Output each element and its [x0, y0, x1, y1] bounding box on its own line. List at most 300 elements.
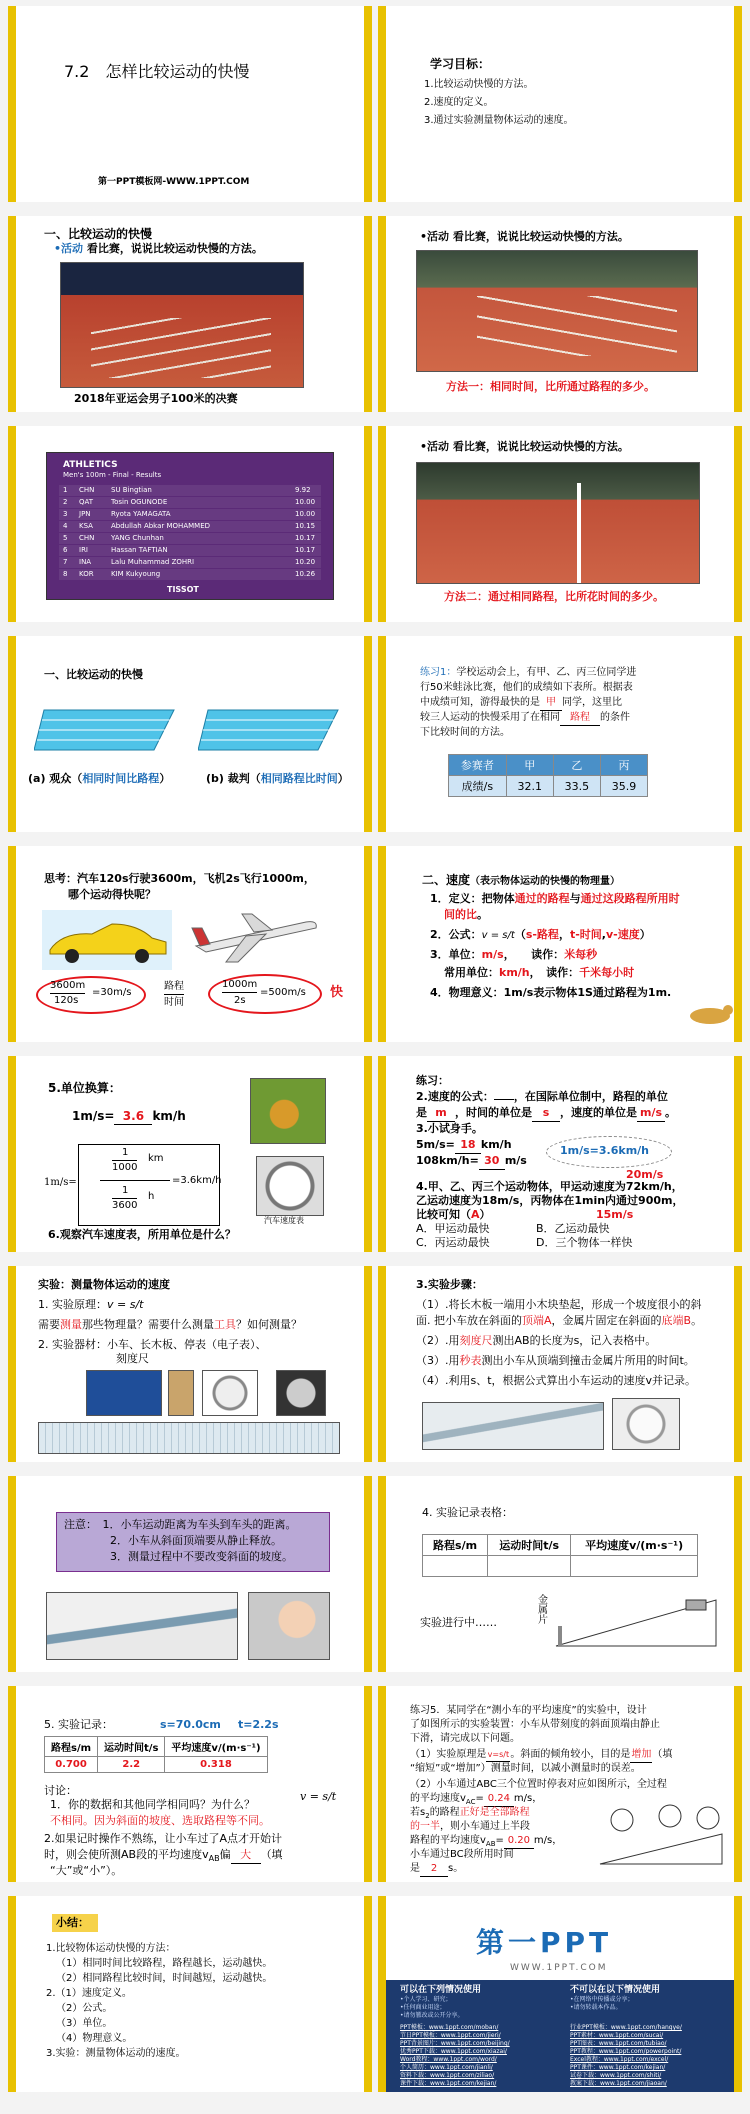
t: 时，则会使所测AB段的平均速度v [44, 1848, 209, 1861]
snail-photo [250, 1078, 326, 1144]
results-cell-nat: JPN [79, 510, 91, 518]
incline-photo [46, 1592, 238, 1660]
results-cell-rank: 6 [63, 546, 68, 554]
answer-blank: 2 [420, 1862, 448, 1877]
subscript: 2 [425, 1812, 430, 1820]
frac-top2: 1000 [112, 1162, 138, 1173]
slide-3-race [8, 216, 372, 412]
exercise-text: 的条件 [600, 712, 630, 723]
results-cell-rank: 2 [63, 498, 68, 506]
practice-line [416, 1090, 668, 1105]
formula: v = s/t [300, 1790, 337, 1803]
t: , [601, 928, 606, 941]
credits-link[interactable]: 优秀PPT下载：www.1ppt.com/xiazai/ [400, 2048, 507, 2055]
t: 底端B [661, 1314, 692, 1327]
credits-link[interactable]: PPT模板：www.1ppt.com/moban/ [400, 2024, 499, 2031]
frac-bot1: 1 [122, 1185, 129, 1196]
credits-link[interactable]: 资料下载：www.1ppt.com/ziliao/ [400, 2072, 495, 2079]
table-cell: 0.318 [165, 1757, 267, 1773]
slide-11-conversion [8, 1056, 372, 1252]
slide-2-goals [378, 6, 742, 202]
practice-line: 乙运动速度为18m/s，丙物体在1min内通过900m， [416, 1194, 684, 1207]
ex-line [410, 1820, 530, 1834]
caption-b-text: 相同路程比时间 [260, 772, 338, 785]
slide-9-think [8, 846, 372, 1042]
race-photo [60, 262, 304, 388]
results-row [59, 497, 321, 508]
toy-car-photo [86, 1370, 162, 1416]
section-heading: 一、比较运动的快慢 [44, 227, 153, 241]
board-sponsor: TISSOT [167, 585, 199, 594]
method-line [444, 590, 664, 605]
t: 。 [477, 908, 488, 921]
slide-16-table [378, 1476, 742, 1672]
frac-top1: 1 [122, 1147, 129, 1158]
method-text: 相同时间，比所通过路程的多少。 [490, 380, 655, 393]
frac-h: h [148, 1191, 155, 1202]
t: 5m/s= [416, 1138, 455, 1151]
answer-blank: m/s [637, 1106, 665, 1122]
slide-7-pools [8, 636, 372, 832]
slide-13-experiment [8, 1266, 372, 1462]
t: 通过这段路程所用时 [580, 892, 680, 905]
summary-item: 2.（1）速度定义。 [46, 1988, 132, 1999]
results-cell-name: Lalu Muhammad ZOHRI [111, 558, 195, 566]
t: = [495, 1835, 504, 1846]
t: 的平均速度v [410, 1793, 466, 1804]
slide-10-speed [378, 846, 742, 1042]
t: ） [479, 1208, 491, 1221]
table-header: 平均速度v/(m·s⁻¹) [165, 1737, 267, 1757]
method-label: 方法一： [446, 380, 490, 393]
results-cell-name: Tosin OGUNODE [111, 498, 168, 506]
question-6: 6.观察汽车速度表，所用单位是什么？ [48, 1228, 236, 1241]
main-fraction-bar [100, 1180, 170, 1181]
unit-line [444, 966, 634, 981]
results-board [46, 452, 334, 600]
credits-link[interactable]: 试卷下载：www.1ppt.com/shiti/ [570, 2072, 662, 2079]
slide-1-title [8, 6, 372, 202]
subscript: AB [485, 1840, 496, 1848]
activity-text: 看比赛，说说比较运动快慢的方法。 [86, 242, 263, 255]
t: 千米每小时 [579, 966, 635, 979]
option: B．乙运动最快 [536, 1222, 610, 1235]
car-result: =30m/s [92, 987, 132, 998]
exercise-text: 中成绩可知，游得最快的是 [420, 697, 540, 708]
board-brand: ATHLETICS [63, 460, 118, 470]
discuss-q2: 2.如果记时操作不熟练，让小车过了A点才开始计 [44, 1832, 283, 1845]
ex-line: （2）小车通过ABC三个位置时停表对应如图所示，全过程 [410, 1779, 667, 1790]
answer-blank: 30 [479, 1154, 505, 1170]
credits-link[interactable]: PPT教程：www.1ppt.com/powerpoint/ [570, 2048, 682, 2055]
conv-heading: 5.单位换算： [48, 1081, 121, 1095]
speedometer-photo [256, 1156, 324, 1216]
summary-item: 3.实验：测量物体运动的速度。 [46, 2048, 186, 2059]
t: （3）.用 [416, 1354, 460, 1367]
t: ，金属片固定在斜面的 [551, 1314, 662, 1327]
answer-blank: 0.24 [484, 1792, 514, 1807]
t: 路程的平均速度v [410, 1835, 486, 1846]
credits-link[interactable]: PPT背景图片：www.1ppt.com/beijing/ [400, 2040, 510, 2047]
t: ， 读作： [529, 966, 580, 979]
t: 1. 实验原理： [38, 1298, 107, 1311]
t: 通过的路程 [514, 892, 570, 905]
answer-note: 15m/s [596, 1208, 634, 1221]
summary-item: （1）相同时间比较路程，路程越长，运动越快。 [56, 1958, 273, 1969]
ex-line [410, 1748, 672, 1763]
car-image [42, 910, 172, 970]
credits-left-head: 可以在下列情况使用 [400, 1985, 482, 1995]
results-cell-time: 10.20 [295, 558, 316, 566]
meaning-line: 4．物理意义：1m/s表示物体1S通过路程为1m. [430, 986, 672, 999]
credits-left-sub: •个人学习、研究； [400, 1996, 452, 2003]
cheetah-image [686, 996, 736, 1032]
slide-8-exercise1 [378, 636, 742, 832]
practice-line [416, 1138, 512, 1154]
record-table [422, 1534, 698, 1577]
practice-line [416, 1208, 491, 1223]
question-line [38, 1318, 302, 1333]
slide-17-record [8, 1686, 372, 1882]
t: 面. 把小车放在斜面的 [416, 1314, 522, 1327]
incline-photo [422, 1402, 604, 1450]
photo-caption: 2018年亚运会男子100米的决赛 [74, 392, 238, 405]
t: 工具 [214, 1318, 236, 1331]
t: 那些物理量？需要什么测量 [82, 1318, 214, 1331]
summary-item: （3）单位。 [56, 2018, 113, 2029]
results-cell-rank: 3 [63, 510, 68, 518]
frac-lead: 1m/s= [44, 1177, 77, 1188]
slide-14-steps [378, 1266, 742, 1462]
exercise-line: 行50米蛙泳比赛，他们的成绩如下表所。根据表 [420, 682, 633, 693]
equipment-line: 2. 实验器材：小车、长木板、停表（电子表）、 [38, 1338, 267, 1351]
slide-6-method2 [378, 426, 742, 622]
t: 常用单位： [444, 966, 499, 979]
t: km/h [480, 1138, 512, 1151]
mid-top: 路程 [164, 980, 184, 995]
table-header: 参赛者 [449, 755, 507, 776]
results-cell-nat: CHN [79, 486, 95, 494]
t: 米每秒 [564, 948, 598, 961]
t: ，则小车通过上半段 [440, 1821, 530, 1832]
slide-12-practice [378, 1056, 742, 1252]
slide-4-method1 [378, 216, 742, 412]
answer-blank: 0.20 [504, 1834, 534, 1849]
option: C．丙运动最快 [416, 1236, 490, 1249]
t: 。 [665, 1106, 676, 1119]
results-cell-time: 10.15 [295, 522, 316, 530]
hands-photo [248, 1592, 330, 1660]
results-cell-rank: 8 [63, 570, 68, 578]
think-line: 思考：汽车120s行驶3600m，飞机2s飞行1000m， [44, 872, 315, 885]
summary-item: （2）相同路程比较时间，时间越短，运动越快。 [56, 1973, 273, 1984]
heading-note: （表示物体运动的快慢的物理量） [470, 876, 621, 887]
t: ， [558, 928, 570, 941]
credits-left-sub: •请勿篡改或公开分享。 [400, 2012, 464, 2019]
results-cell-time: 10.17 [295, 546, 316, 554]
results-cell-nat: CHN [79, 534, 95, 542]
results-cell-nat: IRI [79, 546, 88, 554]
practice-line [416, 1106, 676, 1122]
t: t-时间 [569, 928, 602, 941]
option: D．三个物体一样快 [536, 1236, 633, 1249]
formula: v = s/t [107, 1298, 144, 1311]
credits-link[interactable]: PPT图表：www.1ppt.com/tubiao/ [570, 2040, 667, 2047]
t: 秒表 [459, 1354, 482, 1367]
think-line: 哪个运动得快呢？ [68, 888, 156, 901]
answer-blank: 大 [231, 1848, 261, 1864]
record-heading: 5. 实验记录： [44, 1718, 113, 1731]
answer-blank: v=s/t [486, 1750, 510, 1762]
t: 偏 [219, 1848, 231, 1861]
metal-label: 金属片 [535, 1594, 547, 1624]
car-fraction-den: 120s [54, 995, 79, 1006]
table-cell: 成绩/s [449, 776, 507, 797]
note-line: 2．小车从斜面顶端要从静止释放。 [110, 1534, 282, 1547]
summary-heading: 小结： [56, 1916, 89, 1929]
practice-line: 4.甲、乙、丙三个运动物体，甲运动速度为72km/h， [416, 1180, 683, 1193]
answer-note: 20m/s [626, 1168, 664, 1181]
table-header: 乙 [553, 755, 600, 776]
discuss-a1: 不相同。因为斜面的坡度、选取路程等不同。 [50, 1814, 270, 1827]
pool-illustration-a [34, 700, 184, 760]
t: ？如何测量？ [236, 1318, 302, 1331]
step-line [416, 1354, 695, 1369]
slide-19-summary [8, 1896, 372, 2092]
credits-right-head: 不可以在以下情况使用 [570, 1985, 661, 1995]
answer-blank: 3.6 [114, 1108, 152, 1125]
t: 2.速度的公式： [416, 1090, 494, 1103]
t: ， 读作： [503, 948, 565, 961]
t: 1．定义：把物体 [430, 892, 515, 905]
table-cell: 33.5 [553, 776, 600, 797]
principle-line [38, 1298, 143, 1313]
t: 顶端A [522, 1314, 552, 1327]
s-value: s=70.0cm [160, 1718, 221, 1731]
ex-line [410, 1862, 463, 1877]
slide-20-credits [378, 1896, 742, 2092]
t: ，时间的单位是 [455, 1106, 532, 1119]
conv-line [72, 1108, 186, 1125]
results-cell-nat: KOR [79, 570, 94, 578]
t: 2．公式： [430, 928, 482, 941]
answer-blank: s [532, 1106, 560, 1122]
t: 与 [569, 892, 581, 905]
credits-left-sub: •任何商业用途； [400, 2004, 446, 2011]
plane-image [186, 906, 326, 970]
ex-line: 小车通过BC段所用时间 [410, 1849, 514, 1860]
table-cell: 32.1 [506, 776, 553, 797]
t: ） [639, 928, 651, 941]
t: 刻度尺 [459, 1334, 493, 1347]
discuss-label: 讨论： [44, 1784, 77, 1797]
frac-bot2: 3600 [112, 1200, 138, 1211]
t: km/h [499, 966, 530, 979]
table-header: 运动时间t/s [98, 1737, 165, 1757]
unit-line [430, 948, 597, 963]
subscript: AB [208, 1854, 220, 1864]
practice-line: 3.小试身手。 [416, 1122, 483, 1135]
step-line: （4）.利用s、t，根据公式算出小车运动的速度v并记录。 [416, 1374, 697, 1387]
credits-link[interactable]: 教案下载：www.1ppt.com/jiaoan/ [570, 2080, 667, 2087]
answer-blank: 甲 [540, 696, 562, 711]
progress-caption: 实验进行中…… [420, 1616, 497, 1629]
t: s-路程 [525, 928, 559, 941]
results-row [59, 557, 321, 568]
results-cell-rank: 4 [63, 522, 68, 530]
timer-photo [276, 1370, 326, 1416]
answer: A [471, 1208, 480, 1221]
bubble-text: 1m/s=3.6km/h [560, 1144, 650, 1157]
table-header: 运动时间t/s [488, 1535, 571, 1556]
results-row [59, 521, 321, 532]
t: m/s， [513, 1793, 543, 1804]
ruler-photo [38, 1422, 340, 1454]
activity-line [54, 242, 263, 257]
t: = [475, 1793, 484, 1804]
activity-tag: •活动 [54, 242, 84, 255]
def-line-cont [444, 908, 488, 923]
t: 1m/s= [72, 1109, 115, 1123]
caption-close: ） [337, 772, 349, 785]
formula: v = s/t [481, 930, 515, 941]
table-header: 平均速度v/(m·s⁻¹) [571, 1535, 698, 1556]
activity-line: •活动 看比赛，说说比较运动快慢的方法。 [420, 440, 629, 453]
t: 测量 [60, 1318, 82, 1331]
t: m/s [481, 948, 504, 961]
t: 正好是全部路程 [459, 1807, 530, 1818]
credits-link[interactable]: PPT课件：www.1ppt.com/kejian/ [570, 2064, 666, 2071]
results-cell-nat: KSA [79, 522, 93, 530]
t: （ [514, 928, 526, 941]
practice-line [416, 1154, 527, 1170]
incline-diagram [546, 1586, 726, 1652]
step-line: （1）.将长木板一端用小木块垫起，形成一个坡度很小的斜 [416, 1298, 702, 1311]
exercise-text: 学校运动会上，有甲、乙、丙三位同学进 [456, 667, 637, 678]
t: 的一半 [410, 1821, 440, 1832]
summary-item: （4）物理意义。 [56, 2033, 133, 2044]
caption-a-label: (a) 观众（ [28, 772, 83, 785]
table-heading: 4. 实验记录表格： [422, 1506, 513, 1519]
results-cell-name: Ryota YAMAGATA [111, 510, 171, 518]
pool-illustration-b [198, 700, 348, 760]
slide-15-notes [8, 1476, 372, 1672]
formula-line [430, 928, 651, 943]
credits-right-sub: •请勿转载本作品。 [570, 2004, 622, 2011]
t: 。斜面的倾角较小，目的是 [510, 1749, 631, 1760]
t: m/s [504, 1154, 527, 1167]
speed-heading [422, 872, 620, 889]
steps-heading: 3.实验步骤： [416, 1278, 483, 1291]
method-line [446, 380, 655, 395]
table-header: 路程s/m [423, 1535, 488, 1556]
t: （1）实验原理是 [410, 1749, 487, 1760]
credits-link[interactable]: 课件下载：www.1ppt.com/kejian/ [400, 2080, 497, 2087]
discuss-q1: 1．你的数据和其他同学相同吗？为什么？ [50, 1798, 255, 1811]
goal-item: 2.速度的定义。 [424, 97, 494, 108]
def-line [430, 892, 680, 907]
exercise-line [420, 696, 622, 711]
t: ，速度的单位是 [560, 1106, 637, 1119]
credits-link[interactable]: PPT素材：www.1ppt.com/sucai/ [570, 2032, 664, 2039]
table-cell: 2.2 [98, 1757, 165, 1773]
stopwatch-photo [202, 1370, 258, 1416]
plane-fraction-den: 2s [234, 995, 246, 1006]
credits-link[interactable]: Excel教程：www.1ppt.com/excel/ [570, 2056, 669, 2063]
results-cell-time: 10.00 [295, 510, 316, 518]
t: （填 [652, 1749, 673, 1760]
plane-result: =500m/s [260, 987, 306, 998]
results-cell-time: 10.26 [295, 570, 316, 578]
record-table [44, 1736, 268, 1773]
t: v-速度 [605, 928, 640, 941]
t: 的路程 [429, 1807, 460, 1818]
results-row [59, 509, 321, 520]
credits-link[interactable]: 行业PPT模板：www.1ppt.com/hangye/ [570, 2024, 682, 2031]
subscript: AC [465, 1798, 476, 1806]
goal-item: 3.通过实验测量物体运动的速度。 [424, 115, 574, 126]
credits-right-sub: •在网络中传播或分享； [570, 1996, 634, 2003]
note-line: 注意： 1．小车运动距离为车头到车头的距离。 [64, 1518, 297, 1531]
exercise-line [420, 666, 636, 680]
results-cell-time: 10.00 [295, 498, 316, 506]
stopwatch-diagram [596, 1804, 726, 1870]
t: km/h [152, 1109, 186, 1123]
caption-close: ） [159, 772, 171, 785]
credits-link[interactable]: 节日PPT模板：www.1ppt.com/jieri/ [400, 2032, 501, 2039]
experiment-heading: 实验：测量物体运动的速度 [38, 1278, 170, 1291]
t: （2）.用 [416, 1334, 460, 1347]
credits-link[interactable]: 个人简历：www.1ppt.com/jianli/ [400, 2064, 493, 2071]
ex-line: “缩短”或“增加”）测量时间，以减小测量时的误差。 [410, 1763, 641, 1774]
race-photo [416, 250, 698, 372]
exercise-text: 同学，这里比 [562, 697, 622, 708]
results-row [59, 569, 321, 580]
brand-url: WWW.1PPT.COM [510, 1963, 608, 1973]
results-cell-name: Abdullah Abkar MOHAMMED [111, 522, 211, 530]
caption-a [28, 772, 170, 787]
t: 108km/h= [416, 1154, 479, 1167]
answer-blank: m [427, 1106, 455, 1122]
results-cell-name: Hassan TAFTIAN [111, 546, 168, 554]
t: 比较可知（ [416, 1208, 471, 1221]
exercise-line: 下比较时间的方法。 [420, 727, 510, 738]
t: ，在国际单位制中，路程的单位 [513, 1090, 668, 1103]
board-photo [168, 1370, 194, 1416]
t: 是 [410, 1863, 420, 1874]
discuss-q2 [44, 1848, 283, 1865]
answer-blank: 路程 [560, 711, 600, 726]
caption-b [206, 772, 349, 787]
exercise-line [420, 711, 630, 726]
t: m/s， [533, 1835, 563, 1846]
t-value: t=2.2s [238, 1718, 279, 1731]
results-row [59, 545, 321, 556]
t: 测出AB的长度为s，记入表格中。 [492, 1334, 657, 1347]
slide-title: 7.2 怎样比较运动的快慢 [64, 62, 250, 81]
equipment-line: 刻度尺 [116, 1352, 149, 1365]
t: 3．单位： [430, 948, 482, 961]
option: A．甲运动最快 [416, 1222, 490, 1235]
slide-footer: 第一PPT模板网-WWW.1PPT.COM [98, 177, 250, 187]
t: （填 [260, 1848, 283, 1861]
t: 测出小车从顶端到撞击金属片所用的时间t。 [481, 1354, 695, 1367]
step-line [416, 1314, 702, 1329]
credits-link[interactable]: Word教程：www.1ppt.com/word/ [400, 2056, 497, 2063]
practice-heading: 练习： [416, 1074, 449, 1087]
frac-result: =3.6km/h [172, 1175, 222, 1186]
t: 若s [410, 1807, 426, 1818]
